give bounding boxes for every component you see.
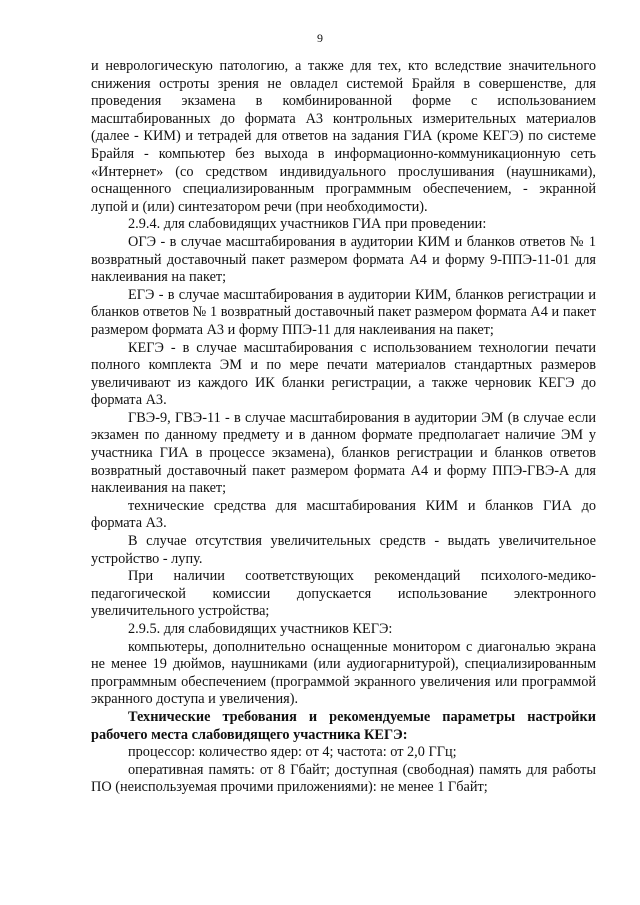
paragraph-continuation: и неврологическую патологию, а также для тех, кто вследствие значительного снижения остроты зрения не овладел системой Брайля в совершенстве, для проведения экзамена в комбинированной форме с использованием масштабированных до формата А3 контрольных измерительных материалов (далее - КИМ) и тетрадей для ответов на задания ГИА (кроме КЕГЭ) по системе Брайля - компьютер без выхода в информационно-коммуникационную сеть «Интернет» (со средством индивидуального прослушивания (наушниками), оснащенного специализированным программным обеспечением, - экранной лупой и (или) синтезатором речи (при необходимости). (91, 58, 596, 215)
document-body (91, 58, 596, 797)
paragraph-kege: КЕГЭ - в случае масштабирования с использованием технологии печати полного комплекта ЭМ и по мере печати материалов стандартных размеров увеличивают из каждого ИК бланки регистрации, а также черновик КЕГЭ до формата А3. (91, 339, 596, 409)
requirements-heading: Технические требования и рекомендуемые параметры настройки рабочего места слабовидящего участника КЕГЭ: (91, 708, 596, 743)
paragraph-memory: оперативная память: от 8 Гбайт; доступная (свободная) память для работы ПО (неиспользуемая прочими приложениями): не менее 1 Гбайт; (91, 761, 596, 796)
paragraph-commission: При наличии соответствующих рекомендаций психолого-медико-педагогической комиссии допускается использование электронного увеличительного устройства; (91, 568, 596, 620)
paragraph-processor: процессор: количество ядер: от 4; частота: от 2,0 ГГц; (128, 744, 457, 761)
paragraph-gve: ГВЭ-9, ГВЭ-11 - в случае масштабирования в аудитории ЭМ (в случае если экзамен по данному предмету и в данном формате предполагает наличие ЭМ у участника ГИА в процессе экзамена), бланков регистрации и бланков ответов возвратный доставочный пакет размером формата А4 и форму ППЭ-ГВЭ-А для наклеивания на пакет; (91, 409, 596, 497)
paragraph-oge: ОГЭ - в случае масштабирования в аудитории КИМ и бланков ответов № 1 возвратный доставочный пакет размером формата А4 и форму 9-ППЭ-11-01 для наклеивания на пакет; (91, 233, 596, 286)
paragraph-ege: ЕГЭ - в случае масштабирования в аудитории КИМ, бланков регистрации и бланков ответов № 1 возвратный доставочный пакет размером формата А4 и пакет размером формата А3 и форму ППЭ-11 для наклеивания на пакет; (91, 286, 596, 338)
section-2-9-4-heading: 2.9.4. для слабовидящих участников ГИА при проведении: (128, 216, 487, 233)
section-2-9-5-heading: 2.9.5. для слабовидящих участников КЕГЭ: (128, 621, 393, 637)
paragraph-computers: компьютеры, дополнительно оснащенные монитором с диагональю экрана не менее 19 дюймов, наушниками (или аудиогарнитурой), специализированным программным обеспечением (программой экранного увеличения или программой экранного доступа и увеличения). (91, 638, 596, 708)
page-number: 9 (317, 31, 323, 45)
paragraph-magnifier: В случае отсутствия увеличительных средств - выдать увеличительное устройство - лупу. (91, 533, 596, 567)
paragraph-technical-means: технические средства для масштабирования КИМ и бланков ГИА до формата А3. (91, 497, 596, 532)
